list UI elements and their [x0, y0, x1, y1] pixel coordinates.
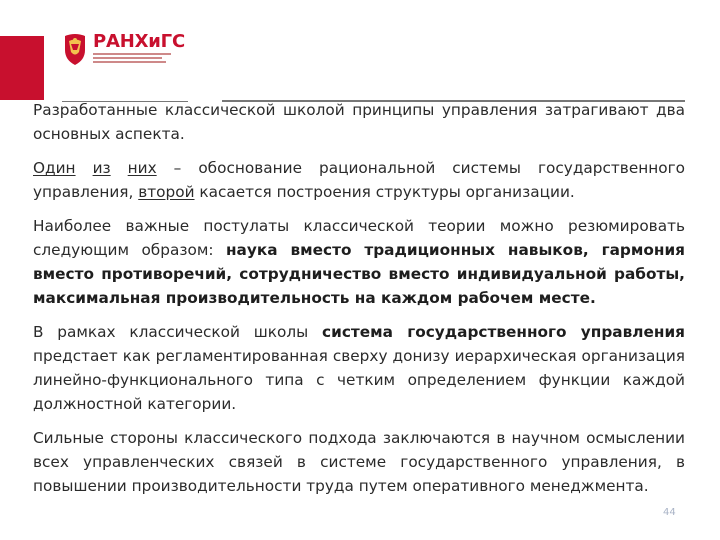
- system-bold-text: система государственного управления: [322, 323, 685, 341]
- logo-text: РАНХиГС: [93, 31, 185, 52]
- eagle-emblem-icon: [62, 32, 88, 66]
- paragraph-strengths: Сильные стороны классического подхода заключаются в научном осмыслении всех управленческих связей в системе государственного управления, в повышении производительности труда путем оперативного менеджмента.: [33, 429, 685, 495]
- paragraph-intro: Разработанные классической школой принципы управления затрагивают два основных аспекта.: [33, 101, 685, 143]
- paragraph-system: [33, 320, 685, 416]
- logo-subtitle-lines: [93, 53, 171, 65]
- underlined-one: Один: [33, 159, 76, 177]
- system-intro-text: В рамках классической школы: [33, 323, 323, 341]
- paragraph-aspects: [33, 156, 685, 204]
- underlined-second: второй: [138, 183, 195, 201]
- page-number: 44: [663, 507, 676, 518]
- paragraph-postulates: [33, 214, 685, 310]
- logo: [62, 31, 185, 68]
- slide-body: [33, 98, 685, 508]
- system-end-text: предстает как регламентированная сверху донизу иерархическая организация линейно-функционального типа с четким определением функции каждой должностной категории.: [33, 347, 685, 413]
- aspects-middle-text: – обоснование рациональной системы государственного управления,: [33, 159, 685, 201]
- red-accent-bar: [0, 36, 44, 100]
- aspects-end-text: касается построения структуры организации.: [194, 183, 575, 201]
- underlined-them: них: [127, 159, 157, 177]
- postulates-intro-text: Наиболее важные постулаты классической теории можно резюмировать следующим образом:: [33, 217, 685, 259]
- postulates-bold-text: наука вместо традиционных навыков, гармония вместо противоречий, сотрудничество вместо индивидуальной работы, максимальная производительность на каждом рабочем месте.: [33, 241, 685, 307]
- underlined-of: из: [92, 159, 111, 177]
